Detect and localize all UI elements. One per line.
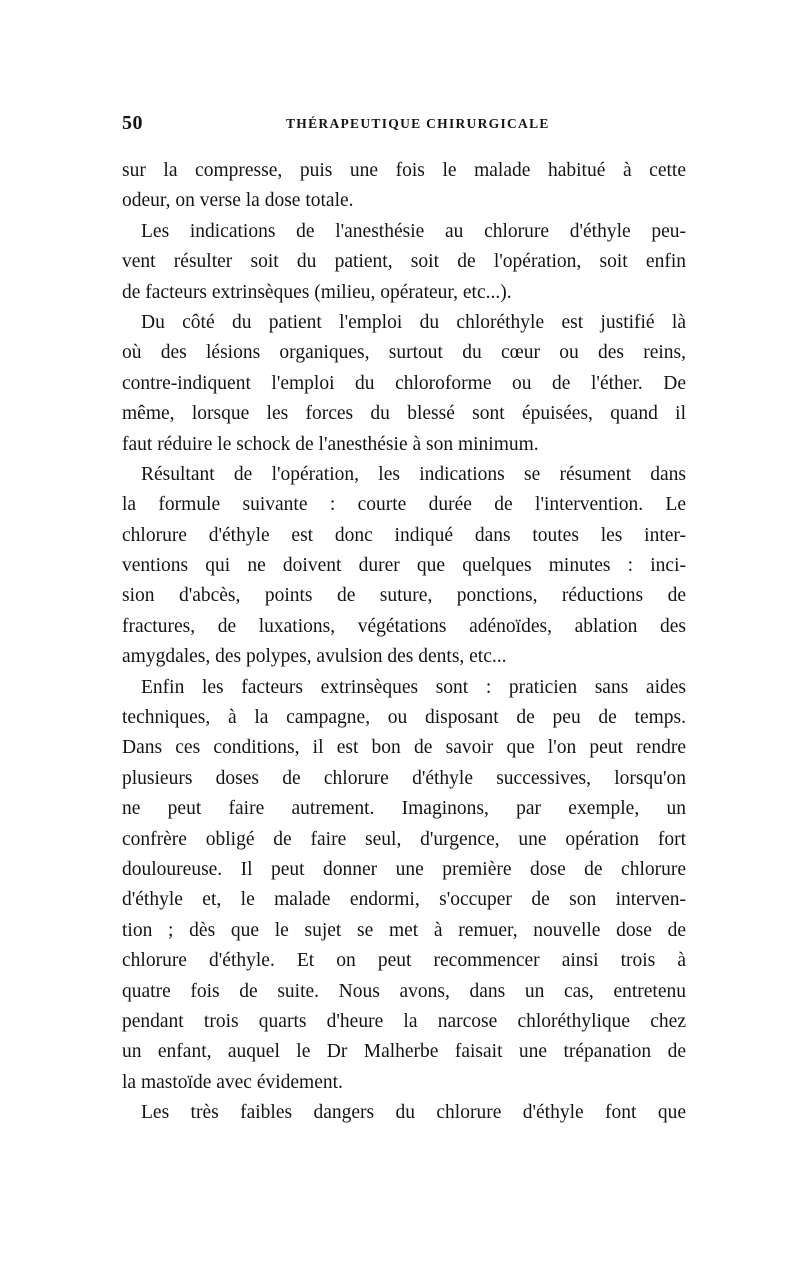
text-line: sur la compresse, puis une fois le malade habitué à cette (122, 160, 686, 181)
text-line: un enfant, auquel le Dr Malherbe faisait une trépanation de (122, 1041, 686, 1063)
text-line: faut réduire le schock de l'anesthésie à son minimum. (122, 433, 539, 455)
text-line: chlorure d'éthyle. Et on peut recommencer ainsi trois à (122, 950, 686, 972)
text-line: odeur, on verse la dose totale. (122, 190, 354, 212)
text-line: d'éthyle et, le malade endormi, s'occuper de son interven- (122, 889, 686, 911)
text-line: quatre fois de suite. Nous avons, dans un cas, entretenu (122, 980, 686, 1002)
text-line: Les indications de l'anesthésie au chlorure d'éthyle peu- (141, 220, 686, 242)
text-line: sion d'abcès, points de suture, ponctions, réductions de (122, 585, 686, 607)
text-line: la formule suivante : courte durée de l'intervention. Le (122, 494, 686, 516)
text-line: Du côté du patient l'emploi du chloréthyle est justifié là (141, 311, 686, 333)
text-line: même, lorsque les forces du blessé sont épuisées, quand il (122, 403, 686, 425)
text-line: de facteurs extrinsèques (milieu, opérateur, etc...). (122, 281, 512, 303)
text-line: techniques, à la campagne, ou disposant de peu de temps. (122, 707, 686, 729)
text-line: où des lésions organiques, surtout du cœur ou des reins, (122, 342, 686, 364)
text-line: amygdales, des polypes, avulsion des dents, etc... (122, 646, 507, 668)
text-line: douloureuse. Il peut donner une première dose de chlorure (122, 858, 686, 880)
text-line: fractures, de luxations, végétations adénoïdes, ablation des (122, 615, 686, 637)
text-line: pendant trois quarts d'heure la narcose chloréthylique chez (122, 1010, 686, 1032)
running-title: THÉRAPEUTIQUE CHIRURGICALE (286, 116, 550, 131)
text-line: confrère obligé de faire seul, d'urgence, une opération fort (122, 828, 686, 850)
text-line: Enfin les facteurs extrinsèques sont : praticien sans aides (141, 676, 686, 698)
page-number: 50 (122, 112, 143, 134)
text-line: chlorure d'éthyle est donc indiqué dans toutes les inter- (122, 524, 686, 546)
text-line: Les très faibles dangers du chlorure d'éthyle font que (141, 1102, 686, 1124)
text-line: la mastoïde avec évidement. (122, 1071, 343, 1093)
text-line: plusieurs doses de chlorure d'éthyle successives, lorsqu'on (122, 767, 686, 789)
page-header (122, 112, 686, 136)
text-line: tion ; dès que le sujet se met à remuer, nouvelle dose de (122, 919, 686, 941)
text-line: ne peut faire autrement. Imaginons, par exemple, un (122, 798, 686, 820)
body-text (122, 156, 686, 1129)
text-line: contre-indiquent l'emploi du chloroforme ou de l'éther. De (122, 372, 686, 394)
text-line: Résultant de l'opération, les indications se résument dans (141, 463, 686, 485)
text-line: Dans ces conditions, il est bon de savoir que l'on peut rendre (122, 737, 686, 759)
text-line: ventions qui ne doivent durer que quelques minutes : inci- (122, 555, 686, 577)
text-line: vent résulter soit du patient, soit de l'opération, soit enfin (122, 251, 686, 273)
